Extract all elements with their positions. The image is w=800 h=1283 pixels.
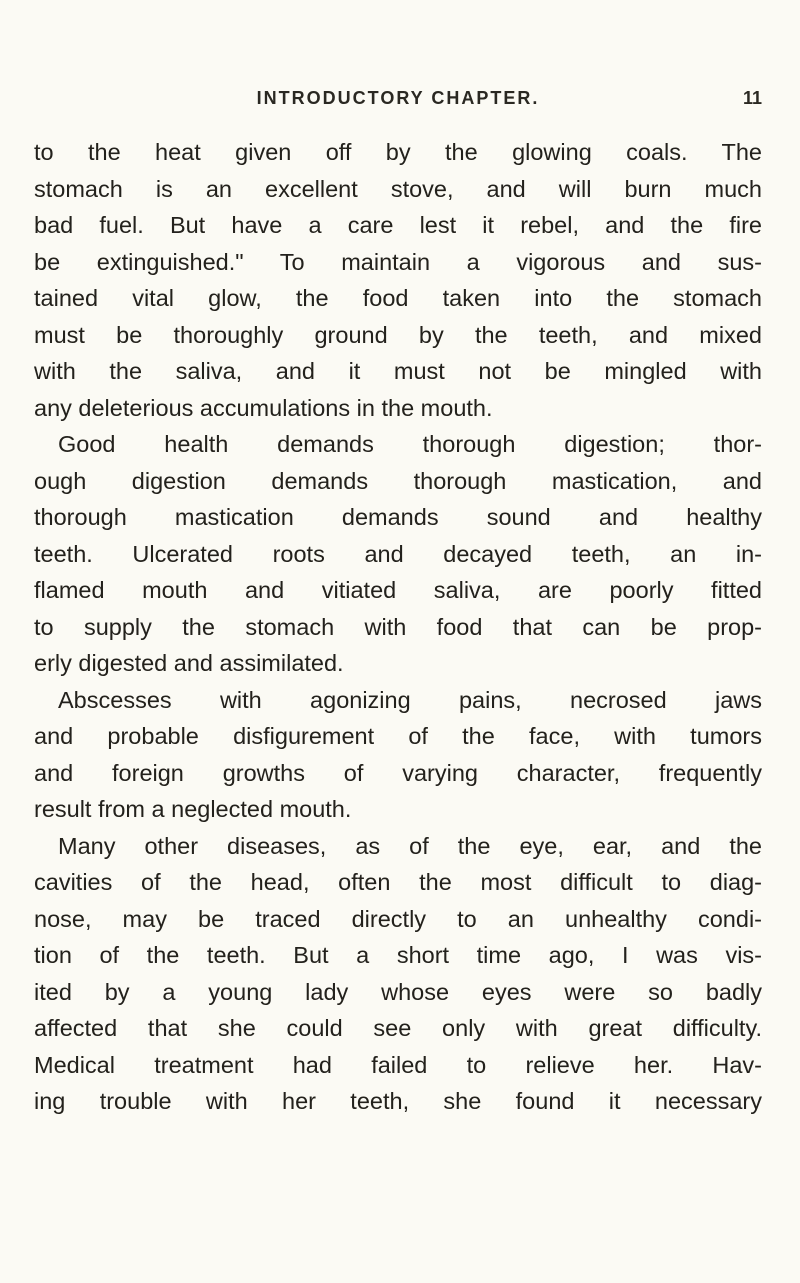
text-line: must be thoroughly ground by the teeth, and mixed <box>34 321 762 348</box>
body-text <box>34 134 762 1120</box>
text-line: to supply the stomach with food that can be prop- <box>34 613 762 640</box>
text-line: any deleterious accumulations in the mouth. <box>34 394 493 421</box>
text-line: thorough mastication demands sound and healthy <box>34 504 762 530</box>
text-line: and probable disfigurement of the face, with tumors <box>34 723 762 749</box>
text-line: and foreign growths of varying character, frequently <box>34 759 762 786</box>
text-line: tion of the teeth. But a short time ago, I was vis- <box>34 942 762 968</box>
page-header <box>34 88 762 114</box>
text-line: nose, may be traced directly to an unhealthy condi- <box>34 905 762 932</box>
running-head: INTRODUCTORY CHAPTER. <box>256 88 540 108</box>
text-line: Good health demands thorough digestion; thor- <box>58 431 762 457</box>
text-line: Many other diseases, as of the eye, ear, and the <box>58 832 762 859</box>
text-line: flamed mouth and vitiated saliva, are poorly fitted <box>34 577 762 603</box>
text-line: be extinguished." To maintain a vigorous and sus- <box>34 248 762 275</box>
text-line: with the saliva, and it must not be mingled with <box>34 358 762 384</box>
text-line: ited by a young lady whose eyes were so badly <box>34 978 762 1005</box>
text-line: ing trouble with her teeth, she found it necessary <box>34 1088 762 1114</box>
text-line: Abscesses with agonizing pains, necrosed jaws <box>58 686 762 713</box>
text-line: affected that she could see only with great difficulty. <box>34 1015 762 1041</box>
text-line: cavities of the head, often the most difficult to diag- <box>34 869 762 895</box>
text-line: Medical treatment had failed to relieve her. Hav- <box>34 1051 762 1078</box>
text-line: result from a neglected mouth. <box>34 796 352 822</box>
text-line: ough digestion demands thorough mastication, and <box>34 467 762 494</box>
text-line: stomach is an excellent stove, and will burn much <box>34 175 762 202</box>
text-line: erly digested and assimilated. <box>34 650 344 676</box>
text-line: teeth. Ulcerated roots and decayed teeth, an in- <box>34 540 762 567</box>
page-number: 11 <box>742 88 762 108</box>
text-line: bad fuel. But have a care lest it rebel, and the fire <box>34 212 762 238</box>
text-line: tained vital glow, the food taken into the stomach <box>34 285 762 311</box>
text-line: to the heat given off by the glowing coals. The <box>34 139 762 165</box>
